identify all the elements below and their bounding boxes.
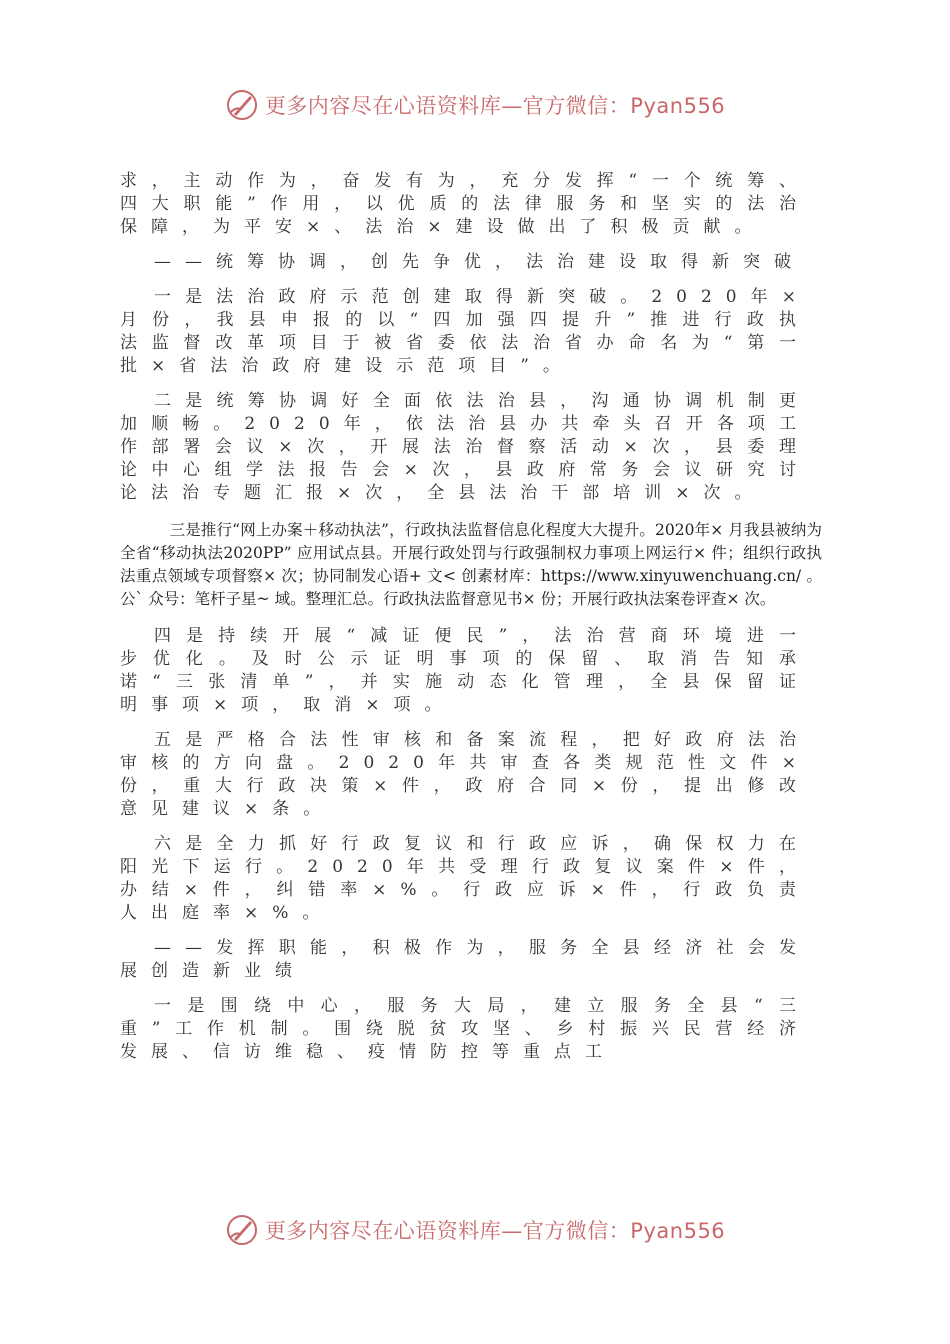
watermark-banner-top [0,85,950,125]
quill-pen-logo-icon [225,88,259,122]
paragraph: 二是统筹协调好全面依法治县，沟通协调机制更加顺畅。2020年，依法治县办共牵头召开各项工作部署会议×次，开展法治督察活动×次，县委理论中心组学法报告会×次，县政府常务会议研究讨论法治专题汇报×次，全县法治干部培训×次。 [120,391,810,503]
paragraph: 四是持续开展“减证便民”，法治营商环境进一步优化。及时公示证明事项的保留、取消告知承诺“三张清单”，并实施动态化管理，全县保留证明事项×项，取消×项。 [120,626,810,715]
paragraph: 六是全力抓好行政复议和行政应诉，确保权力在阳光下运行。2020年共受理行政复议案件×件，办结×件，纠错率×%。行政应诉×件，行政负责人出庭率×%。 [120,834,810,923]
section-heading: ——统筹协调，创先争优，法治建设取得新突破 [154,252,805,272]
paragraph: 三是推行“网上办案＋移动执法”，行政执法监督信息化程度大大提升。2020年× 月我县被纳为全省“移动执法2020PP” 应用试点县。开展行政处罚与行政强制权力事项上网运行× 件；组织行政执法重点领域专项督察× 次；协同制发心语+ 文< 创素材库：https://www.xinyuwenchuang.cn/ 。公` 众号：笔杆子星~ 域。整理汇总。行政执法监督意见书× 份；开展行政执法案卷评查× 次。 [120,521,822,608]
paragraph: 五是严格合法性审核和备案流程，把好政府法治审核的方向盘。2020年共审查各类规范性文件×份，重大行政决策×件，政府合同×份，提出修改意见建议×条。 [120,730,810,819]
watermark-text: 更多内容尽在心语资料库—官方微信：Pyan556 [264,94,726,118]
quill-pen-logo-icon [225,1213,259,1247]
document-body [120,170,822,1076]
watermark-banner-bottom [0,1210,950,1250]
watermark-text: 更多内容尽在心语资料库—官方微信：Pyan556 [264,1219,726,1243]
paragraph: 一是法治政府示范创建取得新突破。2020年×月份，我县申报的以“四加强四提升”推进行政执法监督改革项目于被省委依法治省办命名为“第一批×省法治政府建设示范项目”。 [120,287,810,376]
section-heading: ——发挥职能，积极作为，服务全县经济社会发展创造新业绩 [120,938,810,981]
paragraph: 一是围绕中心，服务大局，建立服务全县“三重”工作机制。围绕脱贫攻坚、乡村振兴民营经济发展、信访维稳、疫情防控等重点工 [120,996,810,1062]
paragraph: 求，主动作为，奋发有为，充分发挥“一个统筹、四大职能”作用，以优质的法律服务和坚实的法治保障，为平安×、法治×建设做出了积极贡献。 [120,171,810,237]
